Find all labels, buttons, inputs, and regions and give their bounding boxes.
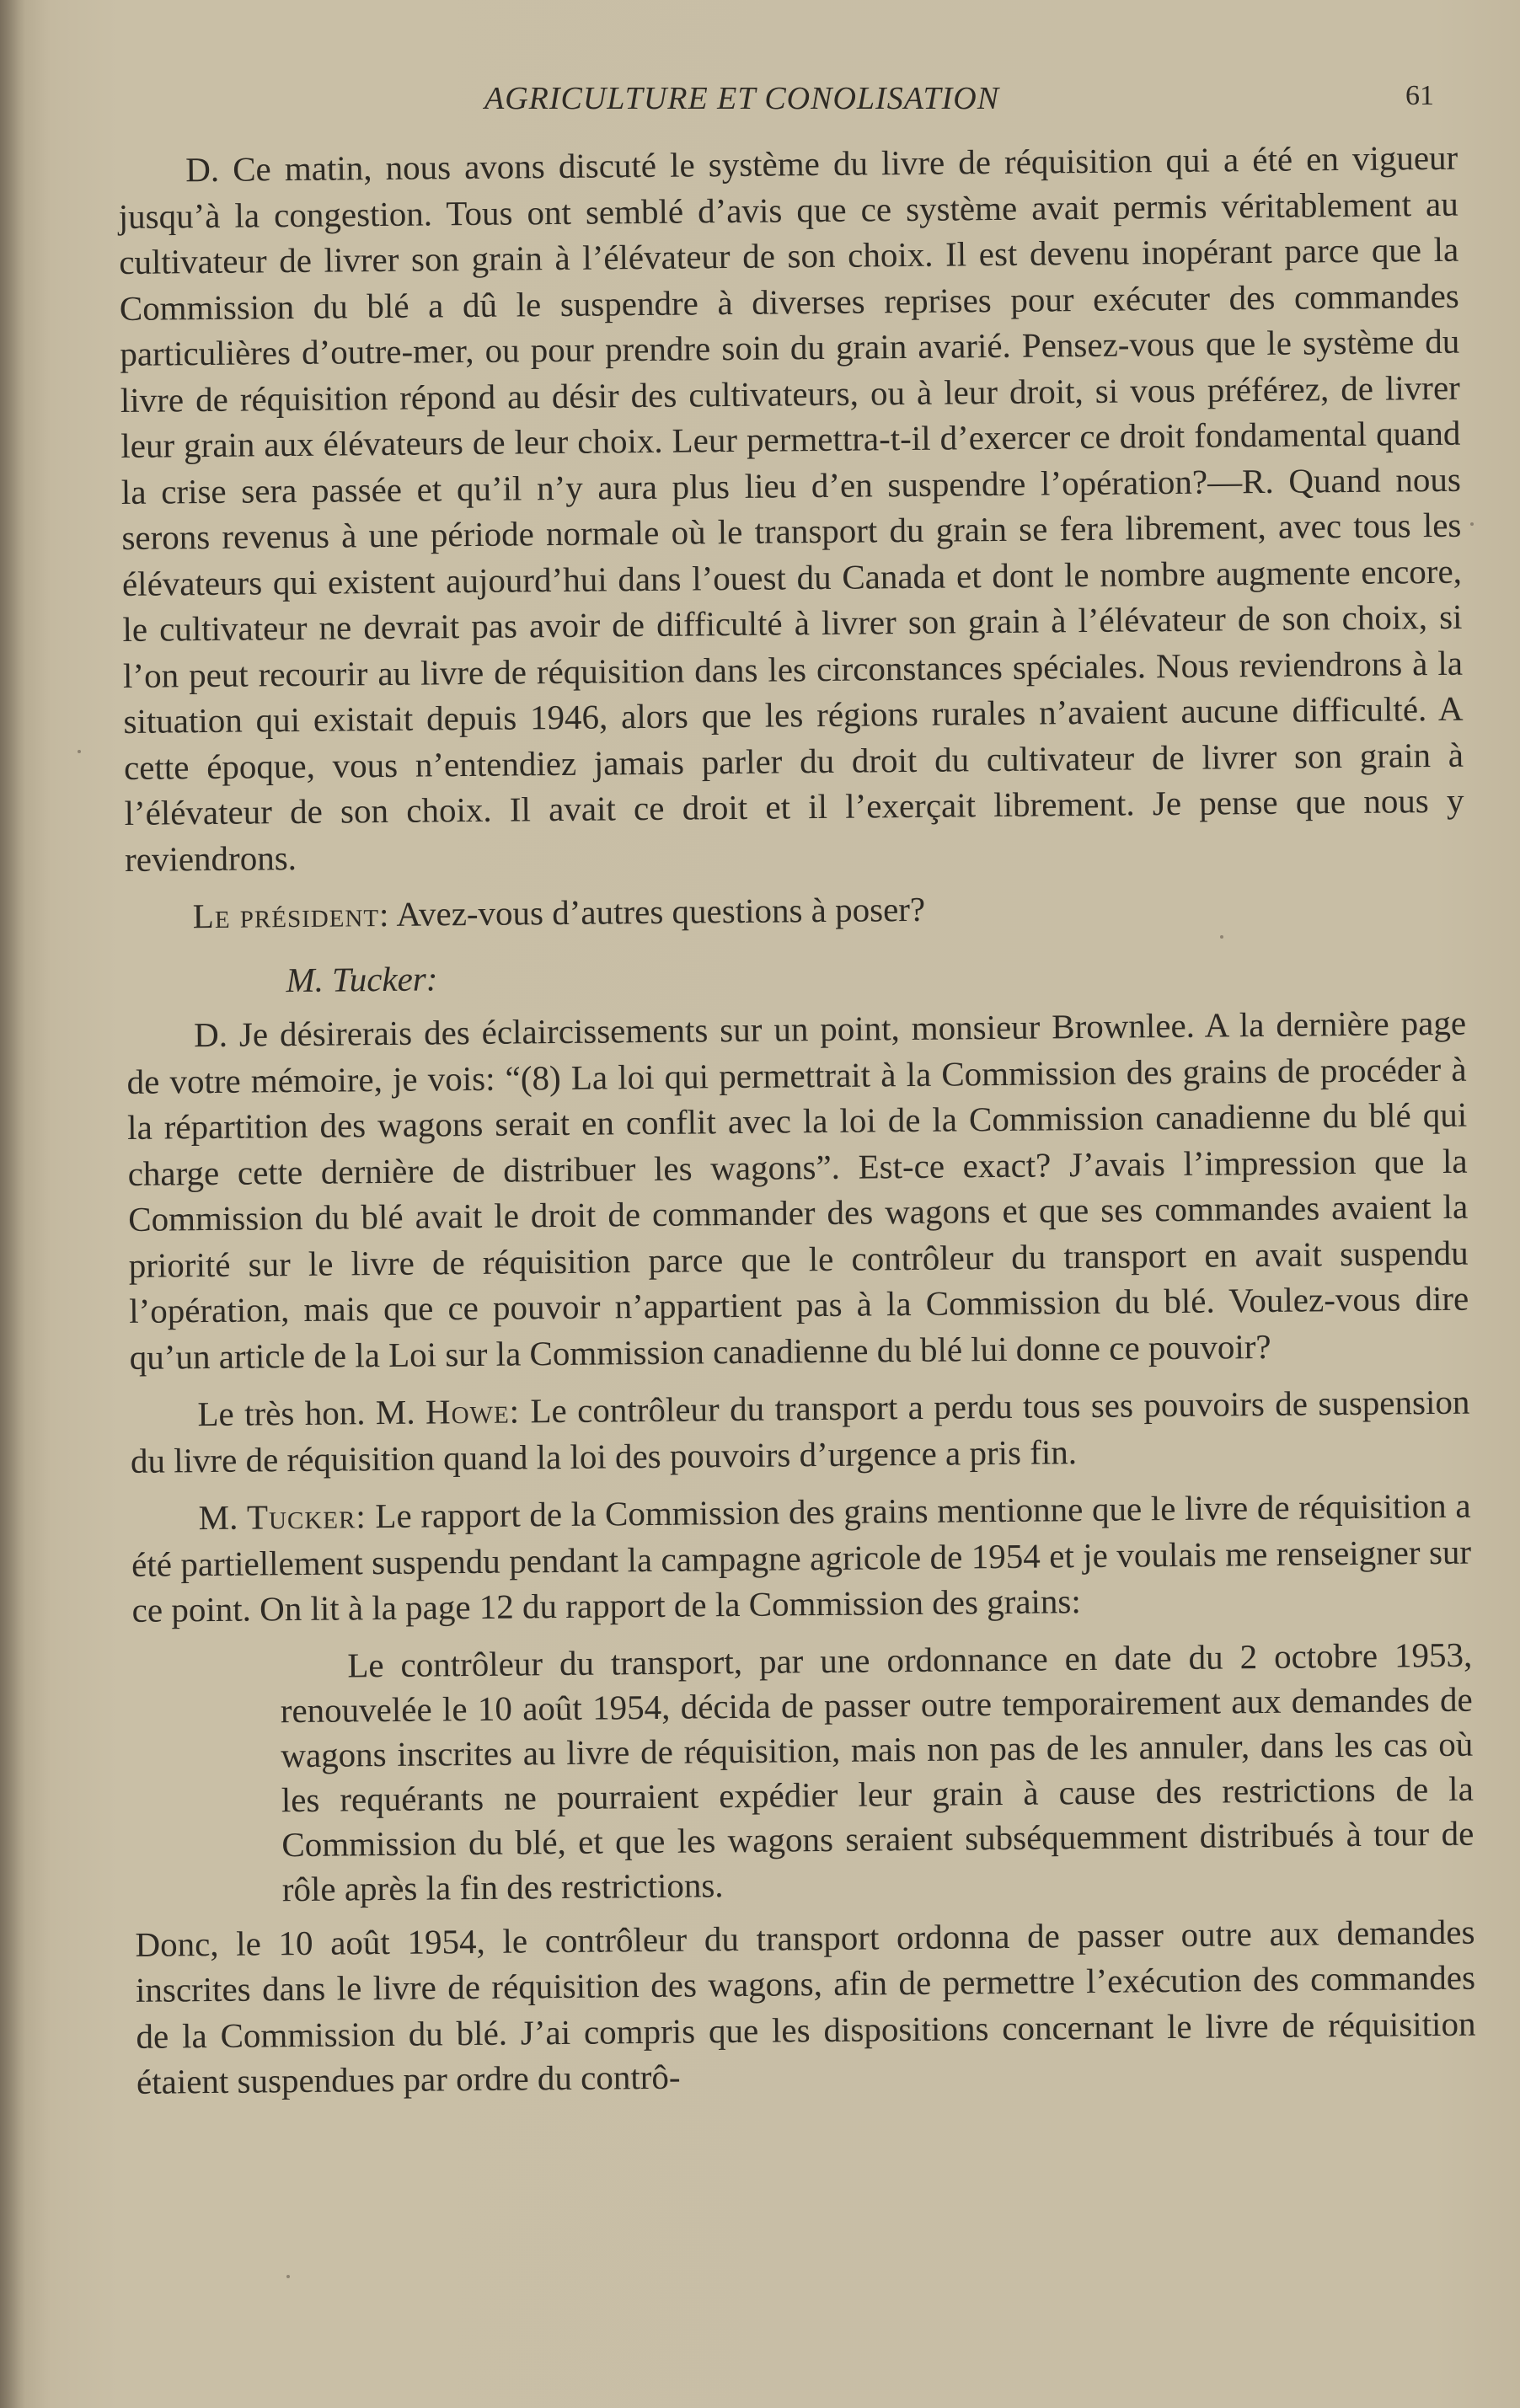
running-title: AGRICULTURE ET CONOLISATION xyxy=(484,81,1000,116)
running-head xyxy=(118,80,1466,122)
speaker-howe: Howe: xyxy=(425,1391,521,1431)
paragraph-tucker-question: D. Je désirerais des éclaircissements sur un point, monsieur Brownlee. A la dernière page de votre mémoire, je vois: “(8) La loi qui permettrait à la Commission des grains de procéder à la répartition des wagons serait en conflit avec la loi de la Commission canadienne du blé qui charge cette dernière de distribuer les wagons”. Est-ce exact? J’avais l’impression que la Commission du blé avait le droit de commander des wagons et que ses commandes avaient la priorité sur le livre de réquisition parce que le contrôleur du transport en avait suspendu l’opération, mais que ce pouvoir n’appartient pas à la Commission du blé. Voulez-vous dire qu’un article de la Loi sur la Commission canadienne du blé lui donne ce pouvoir? xyxy=(126,1003,1469,1377)
paragraph-question-answer: D. Ce matin, nous avons discuté le système du livre de réquisition qui a été en vigueur jusqu’à la congestion. Tous ont semblé d’avis que ce système avait permis véritablement au cultivateur de livrer son grain à l’élévateur de son choix. Il est devenu inopérant parce que la Commission du blé a dû le suspendre à diverses reprises pour exécuter des commandes particulières d’outre-mer, ou pour prendre soin du grain avarié. Pensez-vous que le système du livre de réquisition répond au désir des cultivateurs, ou à leur droit, si vous préférez, de livrer leur grain aux élévateurs de leur choix. Leur permettra-t-il d’exercer ce droit fondamental quand la crise sera passée et qu’il n’y aura plus lieu d’en suspendre l’opération?—R. Quand nous serons revenus à une période normale où le transport du grain se fera librement, avec tous les élévateurs qui existent aujourd’hui dans l’ouest du Canada et dont le nombre augmente encore, le cultivateur ne devrait pas avoir de difficulté à livrer son grain à l’élévateur de son choix, si l’on peut recourir au livre de réquisition dans les circonstances spéciales. Nous reviendrons à la situation qui existait depuis 1946, alors que les régions rurales n’avaient aucune difficulté. A cette époque, vous n’entendiez jamais parler du droit du cultivateur de livrer son grain à l’élévateur de son choix. Il avait ce droit et il l’exerçait librement. Je pense que nous y reviendrons. xyxy=(118,137,1464,879)
howe-text: Le contrôleur du transport a perdu tous ses pouvoirs de suspension du livre de réquisition quand la loi des pouvoirs d’urgence a pris fin. xyxy=(130,1382,1470,1480)
text-block xyxy=(118,135,1476,2106)
paragraph-tucker xyxy=(131,1483,1471,1634)
block-quote: Le contrôleur du transport, par une ordonnance en date du 2 octobre 1953, renouvelée le 10 août 1954, décida de passer outre temporairement aux demandes de wagons inscrites au livre de réquisition, mais non pas de les annuler, dans les cas où les requérants ne pourraient expédier leur grain à cause des restrictions de la Commission du blé, et que les wagons seraient subséquemment distribués à tour de rôle après la fin des restrictions. xyxy=(280,1635,1475,1908)
president-text: Avez-vous d’autres questions à poser? xyxy=(389,889,926,934)
tucker-prefix: M. xyxy=(198,1497,248,1538)
binding-shadow xyxy=(0,0,25,2408)
speaker-tucker: Tucker: xyxy=(246,1496,367,1537)
paper-speck xyxy=(1220,935,1223,939)
howe-prefix: Le très hon. M. xyxy=(197,1392,426,1434)
paragraph-howe xyxy=(130,1379,1470,1484)
paragraph-president xyxy=(126,881,1465,940)
page-number: 61 xyxy=(1405,80,1434,111)
tucker-text: Le rapport de la Commission des grains mentionne que le livre de réquisition a été partiellement suspendu pendant la campagne agricole de 1954 et je voulais me renseigner sur ce point. On lit à la page 12 du rapport de la Commission des grains: xyxy=(131,1485,1472,1629)
member-heading: M. Tucker: xyxy=(286,958,438,999)
paragraph-continuation: Donc, le 10 août 1954, le contrôleur du transport ordonna de passer outre aux demandes inscrites dans le livre de réquisition des wagons, afin de permettre l’exécution des commandes de la Commission du blé. J’ai compris que les dispositions concernant le livre de réquisition étaient suspendues par ordre du contrô- xyxy=(135,1912,1476,2101)
speaker-president: Le président: xyxy=(192,894,390,936)
paper-speck xyxy=(1470,522,1474,526)
paper-speck xyxy=(286,2275,290,2278)
paper-speck xyxy=(78,750,81,753)
